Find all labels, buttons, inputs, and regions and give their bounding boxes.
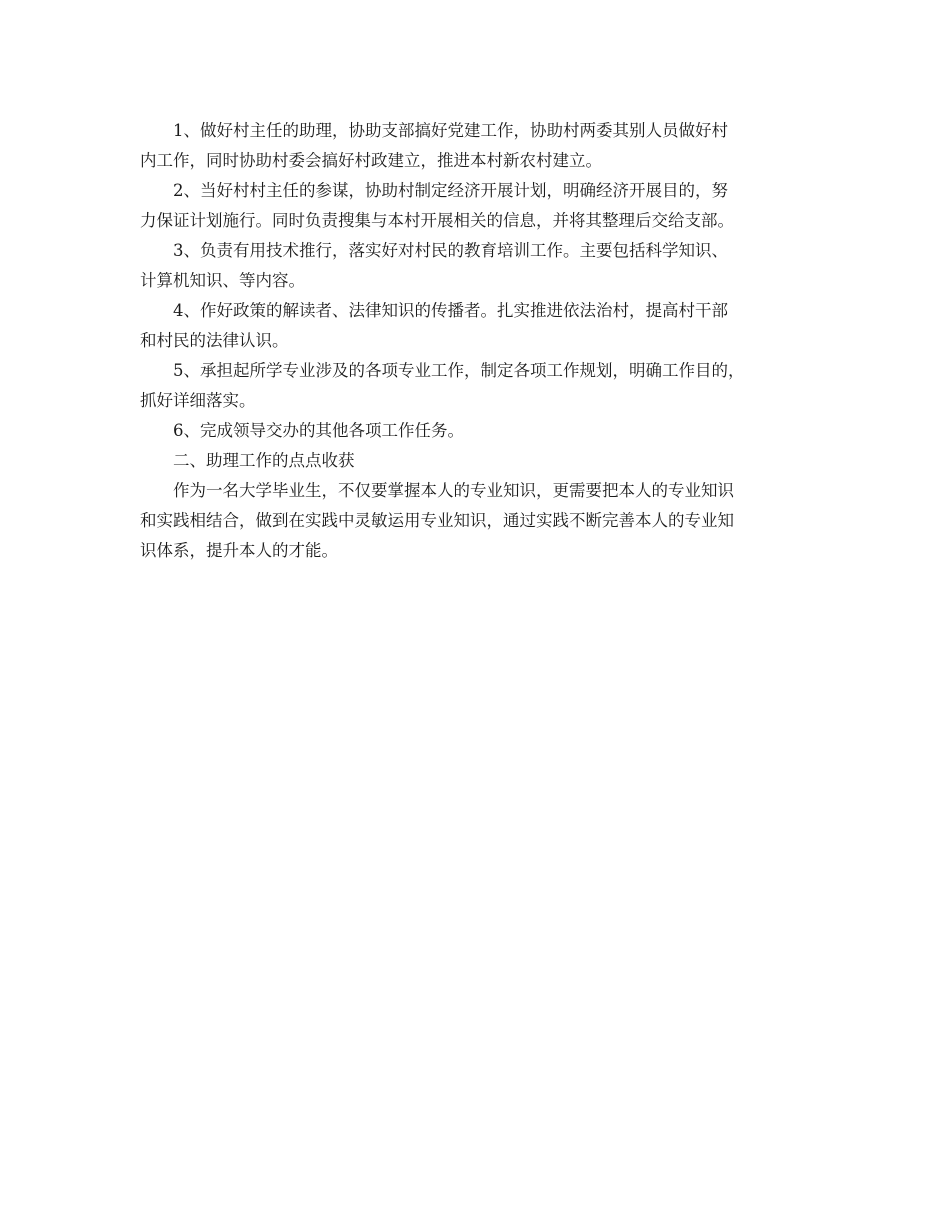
paragraph-line: 2、当好村村主任的参谋，协助村制定经济开展计划，明确经济开展目的，努 (173, 181, 728, 200)
paragraph-duty-3 (140, 236, 824, 296)
section-heading-text: 二、助理工作的点点收获 (173, 451, 355, 470)
paragraph-duty-1 (140, 116, 824, 176)
paragraph-line: 3、负责有用技术推行，落实好对村民的教育培训工作。主要包括科学知识、 (173, 241, 728, 260)
paragraph-gains (140, 476, 824, 566)
document-body (140, 116, 824, 566)
paragraph-line: 1、做好村主任的助理，协助支部搞好党建工作，协助村两委其别人员做好村 (173, 121, 728, 140)
paragraph-duty-2 (140, 176, 824, 236)
paragraph-line: 5、承担起所学专业涉及的各项专业工作，制定各项工作规划，明确工作目的， (173, 361, 745, 380)
paragraph-line: 力保证计划施行。同时负责搜集与本村开展相关的信息，并将其整理后交给支部。 (140, 211, 734, 230)
paragraph-duty-4 (140, 296, 824, 356)
paragraph-line: 和实践相结合，做到在实践中灵敏运用专业知识，通过实践不断完善本人的专业知 (140, 511, 734, 530)
paragraph-line: 抓好详细落实。 (140, 391, 256, 410)
paragraph-line: 识体系，提升本人的才能。 (140, 541, 338, 560)
paragraph-line: 4、作好政策的解读者、法律知识的传播者。扎实推进依法治村，提高村干部 (173, 301, 728, 320)
section-heading (140, 446, 824, 476)
paragraph-line: 和村民的法律认识。 (140, 331, 289, 350)
paragraph-duty-6 (140, 416, 824, 446)
paragraph-line: 内工作，同时协助村委会搞好村政建立，推进本村新农村建立。 (140, 151, 602, 170)
paragraph-duty-5 (140, 356, 824, 416)
paragraph-line: 计算机知识、等内容。 (140, 271, 305, 290)
paragraph-line: 作为一名大学毕业生，不仅要掌握本人的专业知识，更需要把本人的专业知识 (173, 481, 734, 500)
paragraph-line: 6、完成领导交办的其他各项工作任务。 (173, 421, 464, 440)
